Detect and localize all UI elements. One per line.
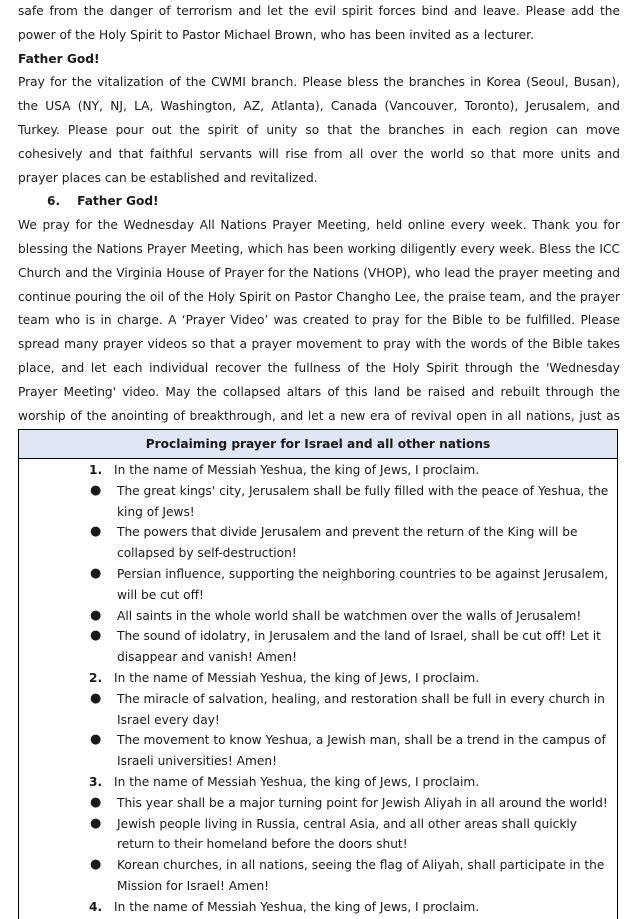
bullet-item [19,730,617,772]
item-text: The sound of idolatry, in Jerusalem and the land of Israel, shall be cut off! Let it disappear and vanish! Amen! [117,629,601,665]
proclamation-box-title: Proclaiming prayer for Israel and all other nations [19,430,617,459]
bullet-icon: ● [90,482,102,498]
item-text: The miracle of salvation, healing, and restoration shall be full in every church in Israel every day! [117,691,605,727]
item-text: In the name of Messiah Yeshua, the king of Jews, I proclaim. [114,463,480,477]
proclamation-list [19,459,617,918]
bullet-icon: ● [90,565,102,581]
bullet-icon: ● [90,607,102,623]
bullet-icon: ● [90,732,102,748]
item-number: 4. [89,899,103,914]
bullet-item [19,626,617,668]
intro-paragraph: safe from the danger of terrorism and let the evil spirit forces bind and leave. Please add the power of the Holy Spirit to Pastor Michael Brown, who has been invited as a lecturer. [18,4,620,42]
bullet-item [19,522,617,564]
bullet-item [19,855,617,897]
bullet-icon: ● [90,815,102,831]
item-text: In the name of Messiah Yeshua, the king of Jews, I proclaim. [114,670,480,685]
bullet-icon: ● [90,628,102,644]
section-heading: Father God! [18,51,100,66]
item-text: Jewish people living in Russia, central Asia, and all other areas shall quickly return to their homeland before the doors shut! [117,816,577,852]
prayer-meeting-paragraph: We pray for the Wednesday All Nations Prayer Meeting, held online every week. Thank you for blessing the Nations Prayer Meeting, which has been working diligently every week. Bless the ICC Church and the Virginia House of Prayer for the Nations (VHOP), who lead the prayer meeting and continue pouring the oil of the Holy Spirit on Pastor Changho Lee, the praise team, and the prayer team who is in charge. A ‘Prayer Video’ was created to pray for the Bible to be fulfilled. Please spread many prayer videos so that a prayer movement to pray with the words of the Bible takes place, and let each individual recover the fullness of the Holy Spirit through the 'Wednesday Prayer Meeting' video. May the collapsed altars of this land be raised and rebuilt through the worship of the anointing of breakthrough, and let a new era of revival open in all nations, just as [18,218,620,423]
item-text: Korean churches, in all nations, seeing the flag of Aliyah, shall participate in the Mission for Israel! Amen! [117,858,605,893]
numbered-proclamation [19,772,617,793]
item-number: 3. [89,774,103,789]
proclamation-box [18,429,618,919]
branch-prayer-paragraph: Pray for the vitalization of the CWMI branch. Please bless the branches in Korea (Seoul, Busan), the USA (NY, NJ, LA, Washington, AZ, Atlanta), Canada (Vancouver, Toronto), Jerusalem, and Turkey. Please pour out the spirit of unity so that the branches in each region can move cohesively and that faithful servants will rise from all over the world so that more units and prayer places can be established and revitalized. [18,75,620,185]
item-text: The movement to know Yeshua, a Jewish man, shall be a trend in the campus of Israeli universities! Amen! [117,733,606,769]
numbered-proclamation [19,668,617,689]
bullet-icon: ● [90,690,102,706]
numbered-heading: 6. Father God! [47,194,159,209]
item-text: The great kings' city, Jerusalem shall be fully filled with the peace of Yeshua, the king of Jews! [117,483,609,519]
numbered-proclamation [19,897,617,918]
bullet-icon: ● [90,857,102,873]
bullet-item [19,564,617,606]
item-text: In the name of Messiah Yeshua, the king of Jews, I proclaim. [114,899,480,914]
bullet-item [19,814,617,856]
item-number: 1. [89,463,103,477]
item-text: The powers that divide Jerusalem and prevent the return of the King will be collapsed by self-destruction! [117,525,578,561]
item-text: All saints in the whole world shall be watchmen over the walls of Jerusalem! [117,608,582,623]
numbered-proclamation [19,460,617,481]
bullet-item [19,689,617,731]
bullet-icon: ● [90,524,102,540]
item-text: Persian influence, supporting the neighboring countries to be against Jerusalem, will be cut off! [117,566,609,602]
item-text: This year shall be a major turning point for Jewish Aliyah in all around the world! [117,795,608,810]
bullet-item [19,793,617,814]
item-text: In the name of Messiah Yeshua, the king of Jews, I proclaim. [114,774,480,789]
bullet-icon: ● [90,794,102,810]
bullet-item [19,606,617,627]
item-number: 2. [89,670,103,685]
bullet-item [19,481,617,523]
